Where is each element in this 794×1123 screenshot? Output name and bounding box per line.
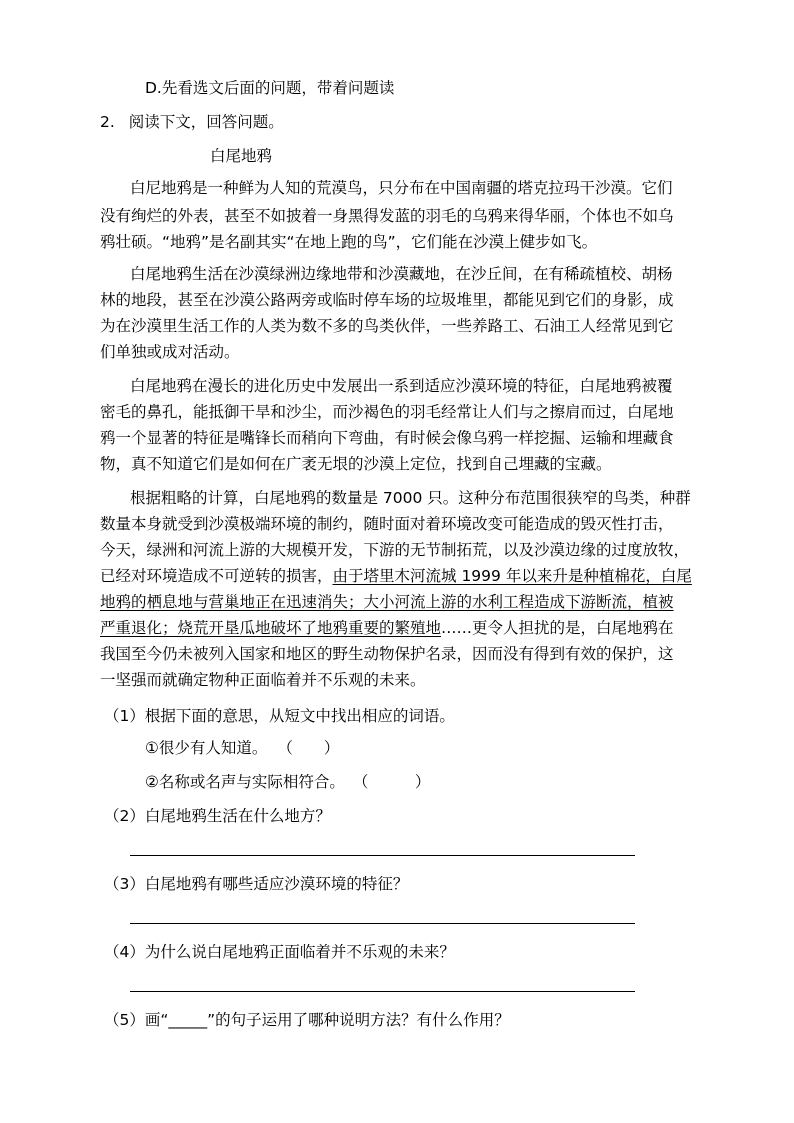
passage-line	[100, 566, 692, 586]
passage-line: 鸦壮硕。“地鸦”是名副其实“在地上跑的鸟”，它们能在沙漠上健步如飞。	[100, 233, 598, 251]
passage-line: 白尾地鸦生活在沙漠绿洲边缘地带和沙漠藏地，在沙丘间，在有稀疏植校、胡杨	[130, 265, 673, 283]
passage-line: 我国至今仍未被列入国家和地区的野生动物保护名录，因而没有得到有效的保护，这	[100, 645, 674, 663]
item-text: ②名称或名声与实际相符合。	[145, 773, 345, 791]
passage-line: 林的地段，甚至在沙漠公路两旁或临时停车场的垃圾堆里，都能见到它们的身影，成	[100, 291, 674, 309]
passage-line: 物，真不知道它们是如何在广袤无垠的沙漠上定位，找到自己埋藏的宝藏。	[100, 455, 612, 473]
underline-sample: _____	[168, 1011, 208, 1029]
sub-question-1-item-a	[145, 738, 339, 758]
sub-question-4: （4）为什么说白尾地鸦正面临着并不乐观的未来？	[104, 943, 455, 961]
passage-text: 已经对环境造成不可逆转的损害，	[100, 567, 333, 585]
item-text: ①很少有人知道。	[145, 739, 268, 757]
question-2	[100, 112, 284, 132]
answer-blank[interactable]: （ ）	[277, 739, 340, 757]
sub-question-2: （2）白尾地鸦生活在什么地方？	[104, 807, 331, 825]
passage-line: 今天，绿洲和河流上游的大规模开发，下游的无节制拓荒，以及沙漠边缘的过度放牧，	[100, 541, 690, 559]
passage-line	[100, 618, 674, 638]
passage-line: 没有绚烂的外表，甚至不如披着一身黑得发蓝的羽毛的乌鸦来得华丽，个体也不如乌	[100, 207, 674, 225]
passage-line: 鸦一个显著的特征是嘴锋长而稍向下弯曲，有时候会像乌鸦一样挖掘、运输和埋藏食	[100, 429, 674, 447]
question-number: 2.	[100, 113, 115, 131]
answer-line[interactable]	[130, 923, 635, 924]
sub-question-3: （3）白尾地鸦有哪些适应沙漠环境的特征？	[104, 875, 409, 893]
underlined-sentence: 由于塔里木河流城 1999 年以来升是种植棉花，白尾	[332, 567, 692, 585]
passage-line: 白尾地鸦在漫长的进化历史中发展出一系到适应沙漠环境的特征，白尾地鸦被覆	[130, 377, 673, 395]
item-text: ”的句子运用了哪种说明方法？有什么作用？	[207, 1011, 510, 1029]
answer-blank[interactable]: （ ）	[352, 773, 431, 791]
passage-title: 白尾地鸦	[210, 147, 273, 165]
passage-line: 们单独或成对活动。	[100, 343, 240, 361]
passage-line: 密毛的鼻孔，能抵御干旱和沙尘，而沙褐色的羽毛经常让人们与之擦肩而过，白尾地	[100, 403, 674, 421]
sub-question-5	[104, 1010, 510, 1030]
passage-line: 白尼地鸦是一种鲜为人知的荒漠鸟，只分布在中国南疆的塔克拉玛干沙漠。它们	[130, 179, 673, 197]
underlined-sentence: 严重退化；烧荒开垦瓜地破坏了地鸦重要的繁殖地	[100, 619, 442, 637]
passage-text: ……更令人担扰的是，白尾地鸦在	[441, 619, 674, 637]
passage-line: 数量本身就受到沙漠极端环境的制约，随时面对着环境改变可能造成的毁灭性打击，	[100, 515, 674, 533]
passage-line: 根据粗略的计算，白尾地鸦的数量是 7000 只。这种分布范围很狭窄的鸟类，种群	[130, 489, 691, 507]
underlined-sentence: 地鸦的栖息地与营巢地正在迅速消失；大小河流上游的水利工程造成下游断流，植被	[100, 593, 674, 611]
answer-line[interactable]	[130, 991, 635, 992]
sub-question-1: （1）根据下面的意思，从短文中找出相应的词语。	[104, 707, 455, 725]
item-text: （5）画“	[104, 1011, 169, 1029]
passage-line	[100, 592, 674, 612]
answer-line[interactable]	[130, 855, 635, 856]
passage-line: 一坚强而就确定物种正面临着并不乐观的未来。	[100, 671, 426, 689]
passage-line: 为在沙漠里生活工作的人类为数不多的鸟类伙伴，一些养路工、石油工人经常见到它	[100, 317, 674, 335]
sub-question-1-item-b	[145, 772, 430, 792]
question-prompt: 阅读下文，回答问题。	[128, 113, 284, 131]
option-d: D.先看选文后面的问题，带着问题读	[145, 79, 395, 97]
